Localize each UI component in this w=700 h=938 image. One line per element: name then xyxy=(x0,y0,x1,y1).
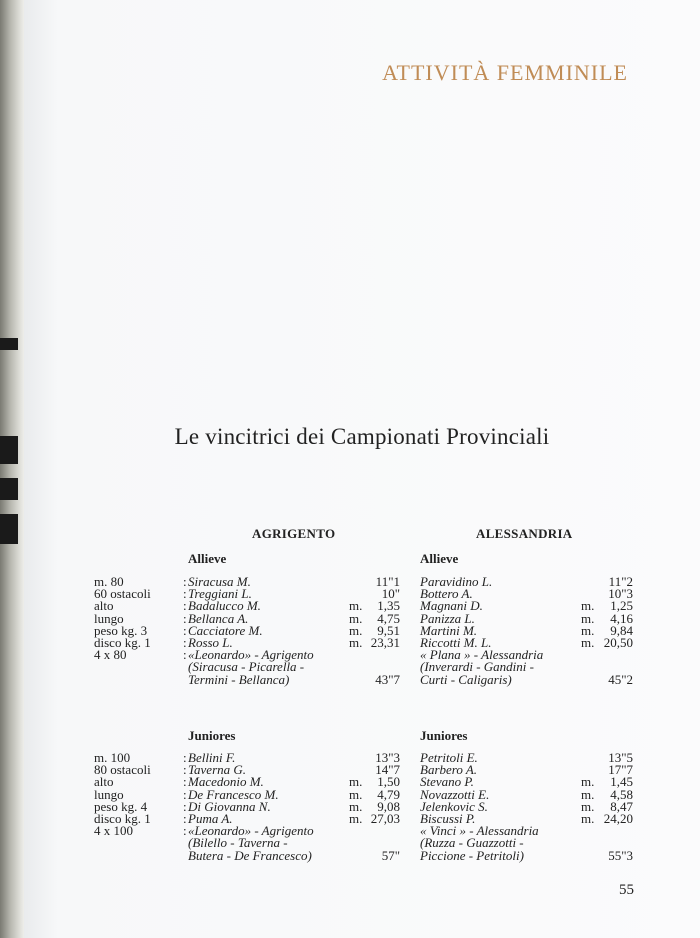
colon-separator: : xyxy=(183,823,187,839)
category-heading-juniores-alessandria: Juniores xyxy=(420,728,468,743)
result-value-text: 9,84 xyxy=(610,622,633,638)
result-unit-text: m. xyxy=(349,610,363,626)
result-value-text: 11"1 xyxy=(375,574,400,589)
colon-separator: : xyxy=(183,810,187,826)
athlete-name-text: Stevano P. xyxy=(420,774,474,790)
athlete-name-text: Jelenkovic S. xyxy=(420,798,488,814)
result-unit-text: m. xyxy=(581,774,595,790)
athlete-name-text: Butera - De Francesco) xyxy=(188,847,312,863)
result-value-text: 10" xyxy=(381,586,400,602)
result-value-text: 9,51 xyxy=(377,622,400,638)
event-label xyxy=(94,649,192,661)
book-spine xyxy=(0,0,24,938)
event-label-text: 60 ostacoli xyxy=(94,586,151,602)
result-value xyxy=(587,634,633,650)
result-value-text: 4,58 xyxy=(610,786,633,802)
spine-stripe xyxy=(0,514,18,544)
result-unit-text: m. xyxy=(349,798,363,814)
event-label-text: 4 x 80 xyxy=(94,647,127,663)
event-label xyxy=(94,825,192,837)
athlete-name xyxy=(420,847,600,863)
result-value-text: 11"2 xyxy=(608,574,633,589)
event-label-text: alto xyxy=(94,774,114,790)
result-value-text: 1,35 xyxy=(377,598,400,614)
colon-separator: : xyxy=(183,586,187,602)
allieve-agrigento-names xyxy=(188,576,358,686)
category-heading-juniores-agrigento: Juniores xyxy=(188,728,236,743)
athlete-name-text: De Francesco M. xyxy=(188,786,279,802)
event-label-text: m. 100 xyxy=(94,750,131,765)
athlete-name-text: (Siracusa - Picarella - xyxy=(188,659,305,675)
main-title: Le vincitrici dei Campionati Provinciali xyxy=(174,424,550,449)
result-value xyxy=(587,671,633,687)
result-value xyxy=(354,810,400,826)
athlete-name-text: «Leonardo» - Agrigento xyxy=(188,647,314,663)
athlete-name-text: Petritoli E. xyxy=(420,750,478,765)
event-label-text: 80 ostacoli xyxy=(94,762,151,778)
event-label-text: lungo xyxy=(94,786,124,802)
athlete-name-text: Panizza L. xyxy=(420,610,475,626)
colon-separator: : xyxy=(183,647,187,663)
athlete-name-text: Piccione - Petritoli) xyxy=(420,847,524,863)
athlete-name-text: Riccotti M. L. xyxy=(420,634,492,650)
result-value-text: 24,20 xyxy=(603,810,633,826)
athlete-name-text: Di Giovanna N. xyxy=(188,798,271,814)
allieve-event-list xyxy=(94,576,192,661)
result-unit-text: m. xyxy=(581,610,595,626)
result-value-text: 14"7 xyxy=(375,762,400,778)
colon-separator: : xyxy=(183,610,187,626)
athlete-name-text: Paravidino L. xyxy=(420,574,493,589)
result-value-text: 1,45 xyxy=(610,774,633,790)
category-heading-allieve-alessandria: Allieve xyxy=(420,551,459,566)
spine-stripe xyxy=(0,338,18,350)
result-value xyxy=(354,671,400,687)
event-label-text: disco kg. 1 xyxy=(94,634,151,650)
athlete-name-text: Siracusa M. xyxy=(188,574,251,589)
allieve-alessandria-results xyxy=(587,576,633,686)
athlete-name-text: Bellanca A. xyxy=(188,610,249,626)
athlete-name-text: Martini M. xyxy=(420,622,478,638)
result-unit-text: m. xyxy=(349,634,363,650)
spine-stripe xyxy=(0,478,18,500)
colon-separator: : xyxy=(183,598,187,614)
result-unit-text: m. xyxy=(349,774,363,790)
result-unit-text: m. xyxy=(581,598,595,614)
event-label-text: disco kg. 1 xyxy=(94,810,151,826)
result-value-text: 4,75 xyxy=(377,610,400,626)
athlete-name-text: Curti - Caligaris) xyxy=(420,671,512,687)
colon-separator: : xyxy=(183,574,187,589)
event-label-text: peso kg. 4 xyxy=(94,798,148,814)
result-value-text: 17"7 xyxy=(608,762,633,778)
result-value xyxy=(354,825,400,837)
athlete-name-text: Magnani D. xyxy=(420,598,483,614)
result-value xyxy=(587,847,633,863)
athlete-name-text: Rosso L. xyxy=(188,634,233,650)
result-value-text: 20,50 xyxy=(603,634,633,650)
result-value-text: 13"3 xyxy=(375,750,400,765)
colon-separator: : xyxy=(183,622,187,638)
athlete-name-text: Badalucco M. xyxy=(188,598,261,614)
athlete-name-text: Treggiani L. xyxy=(188,586,252,602)
result-value-text: 10"3 xyxy=(608,586,633,602)
athlete-name xyxy=(420,671,600,687)
athlete-name-text: Novazzotti E. xyxy=(420,786,490,802)
result-value-text: 4,79 xyxy=(377,786,400,802)
event-label-text: m. 80 xyxy=(94,574,124,589)
result-value-text: 8,47 xyxy=(610,798,633,814)
category-heading-allieve-agrigento: Allieve xyxy=(188,551,227,566)
province-heading-alessandria: ALESSANDRIA xyxy=(476,526,573,541)
athlete-name-text: Cacciatore M. xyxy=(188,622,263,638)
result-value-text: 13"5 xyxy=(608,750,633,765)
athlete-name-text: Biscussi P. xyxy=(420,810,476,826)
athlete-name-text: Termini - Bellanca) xyxy=(188,671,290,687)
result-unit-text: m. xyxy=(349,786,363,802)
section-title: ATTIVITÀ FEMMINILE xyxy=(382,60,628,85)
result-unit-text: m. xyxy=(581,622,595,638)
event-label-text: lungo xyxy=(94,610,124,626)
athlete-name-text: (Bilello - Taverna - xyxy=(188,835,288,851)
document-page xyxy=(24,0,700,938)
result-unit-text: m. xyxy=(349,622,363,638)
colon-separator: : xyxy=(183,798,187,814)
result-value xyxy=(587,810,633,826)
colon-separator: : xyxy=(183,774,187,790)
colon-separator: : xyxy=(183,786,187,802)
result-value-text: 23,31 xyxy=(370,634,400,650)
colon-separator: : xyxy=(183,762,187,778)
result-value-text: 43"7 xyxy=(375,671,400,687)
result-unit-text: m. xyxy=(581,798,595,814)
athlete-name-text: « Vinci » - Alessandria xyxy=(420,823,539,839)
colon-separator: : xyxy=(183,634,187,650)
result-value-text: 55"3 xyxy=(608,847,633,863)
event-label-text: alto xyxy=(94,598,114,614)
result-unit-text: m. xyxy=(349,598,363,614)
athlete-name-text: Macedonio M. xyxy=(188,774,264,790)
juniores-agrigento-results xyxy=(354,752,400,862)
juniores-alessandria-names xyxy=(420,752,600,862)
result-value xyxy=(354,649,400,661)
page-number: 55 xyxy=(619,882,634,898)
athlete-name-text: Taverna G. xyxy=(188,762,247,778)
result-value-text: 45"2 xyxy=(608,671,633,687)
juniores-agrigento-names xyxy=(188,752,358,862)
result-unit-text: m. xyxy=(581,786,595,802)
result-value xyxy=(587,825,633,837)
result-value xyxy=(354,634,400,650)
result-value xyxy=(354,847,400,863)
result-value-text: 1,25 xyxy=(610,598,633,614)
athlete-name xyxy=(188,671,358,687)
athlete-name-text: Bellini F. xyxy=(188,750,236,765)
athlete-name-text: « Plana » - Alessandria xyxy=(420,647,544,663)
result-unit-text: m. xyxy=(581,810,595,826)
result-value-text: 27,03 xyxy=(370,810,400,826)
athlete-name-text: Bottero A. xyxy=(420,586,473,602)
juniores-event-list xyxy=(94,752,192,837)
allieve-alessandria-names xyxy=(420,576,600,686)
athlete-name-text: (Inverardi - Gandini - xyxy=(420,659,534,675)
colon-separator: : xyxy=(183,750,187,765)
athlete-name-text: «Leonardo» - Agrigento xyxy=(188,823,314,839)
province-heading-agrigento: AGRIGENTO xyxy=(252,526,336,541)
athlete-name xyxy=(188,847,358,863)
result-value-text: 9,08 xyxy=(377,798,400,814)
athlete-name-text: (Ruzza - Guazzotti - xyxy=(420,835,524,851)
result-value-text: 1,50 xyxy=(377,774,400,790)
spine-stripe xyxy=(0,436,18,464)
allieve-agrigento-results xyxy=(354,576,400,686)
result-value xyxy=(587,649,633,661)
result-value-text: 57" xyxy=(381,847,400,863)
result-unit-text: m. xyxy=(349,810,363,826)
event-label-text: peso kg. 3 xyxy=(94,622,148,638)
juniores-alessandria-results xyxy=(587,752,633,862)
result-unit-text: m. xyxy=(581,634,595,650)
result-value-text: 4,16 xyxy=(610,610,633,626)
athlete-name-text: Puma A. xyxy=(188,810,233,826)
event-label-text: 4 x 100 xyxy=(94,823,133,839)
athlete-name-text: Barbero A. xyxy=(420,762,478,778)
